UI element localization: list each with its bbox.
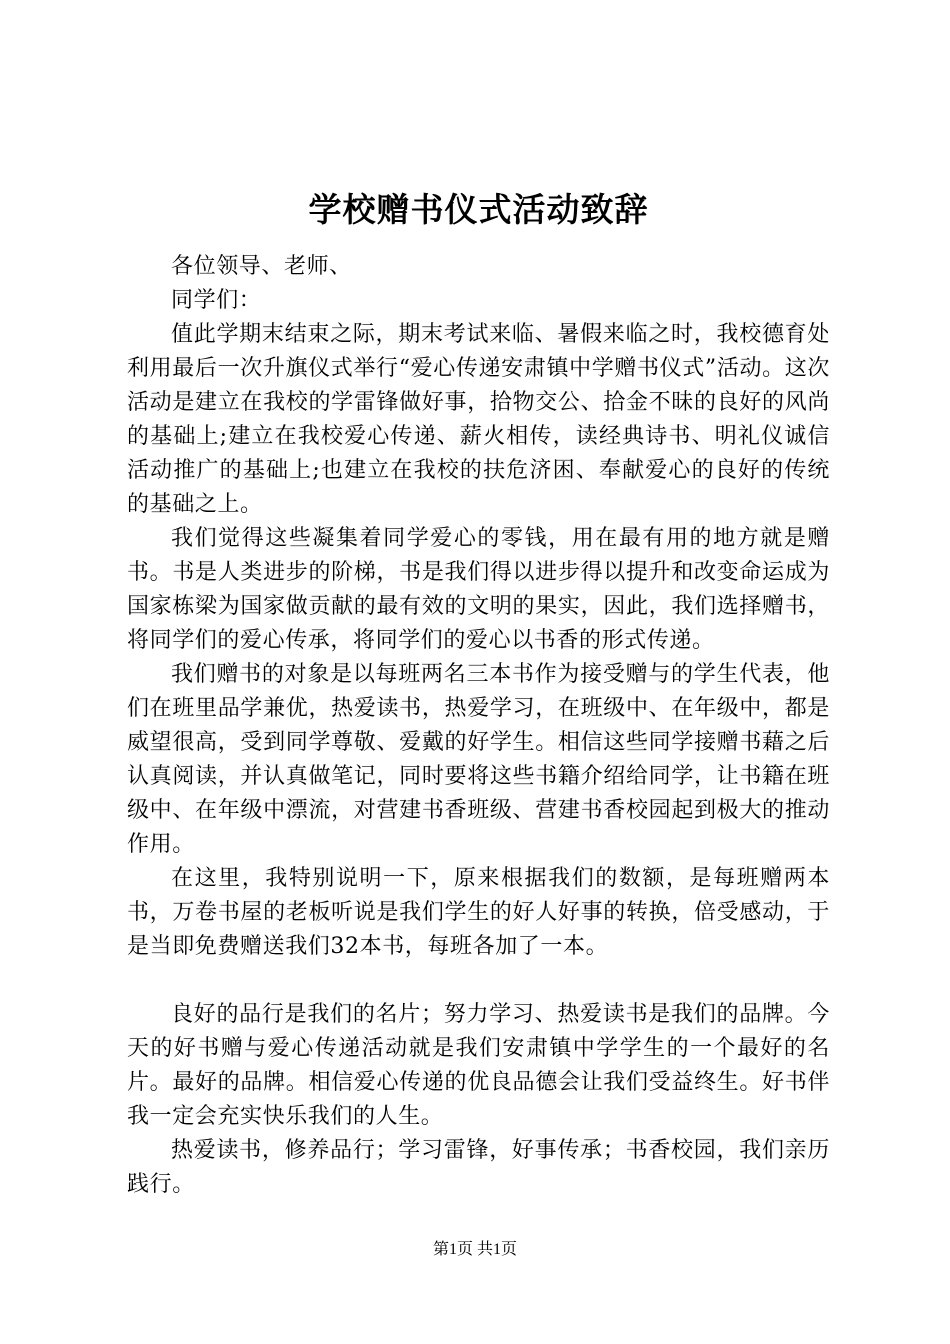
body-paragraph-4: 在这里，我特别说明一下，原来根据我们的数额，是每班赠两本书，万卷书屋的老板听说是我们学生的好人好事的转换，倍受感动，于是当即免费赠送我们32本书，每班各加了一本。 [127,866,830,959]
paragraph-gap [127,964,830,998]
body-paragraph-3: 我们赠书的对象是以每班两名三本书作为接受赠与的学生代表，他们在班里品学兼优，热爱读书，热爱学习，在班级中、在年级中，都是威望很高，受到同学尊敬、爱戴的好学生。相信这些同学接赠书藉之后认真阅读，并认真做笔记，同时要将这些书籍介绍给同学，让书籍在班级中、在年级中漂流，对营建书香班级、营建书香校园起到极大的推动作用。 [127,662,830,857]
salutation-line-2: 同学们： [171,288,262,313]
salutation-line-1: 各位领导、老师、 [171,254,352,279]
document-title: 学校赠书仪式活动致辞 [308,190,649,229]
body-paragraph-1: 值此学期末结束之际，期末考试来临、暑假来临之时，我校德育处利用最后一次升旗仪式举行“爱心传递安肃镇中学赠书仪式”活动。这次活动是建立在我校的学雷锋做好事，拾物交公、拾金不昧的良好的风尚的基础上;建立在我校爱心传递、薪火相传，读经典诗书、明礼仪诚信活动推广的基础上;也建立在我校的扶危济困、奉献爱心的良好的传统的基础之上。 [127,322,830,517]
page-footer: 第1页 共1页 [432,1241,517,1258]
body-paragraph-5: 良好的品行是我们的名片；努力学习、热爱读书是我们的品牌。今天的好书赠与爱心传递活动就是我们安肃镇中学学生的一个最好的名片。最好的品牌。相信爱心传递的优良品德会让我们受益终生。好书伴我一定会充实快乐我们的人生。 [127,1002,830,1129]
closing-paragraph: 热爱读书，修养品行；学习雷锋，好事传承；书香校园，我们亲历践行。 [127,1138,830,1197]
body-paragraph-2: 我们觉得这些凝集着同学爱心的零钱，用在最有用的地方就是赠书。书是人类进步的阶梯，书是我们得以进步得以提升和改变命运成为国家栋梁为国家做贡献的最有效的文明的果实，因此，我们选择赠书，将同学们的爱心传承，将同学们的爱心以书香的形式传递。 [127,526,830,653]
